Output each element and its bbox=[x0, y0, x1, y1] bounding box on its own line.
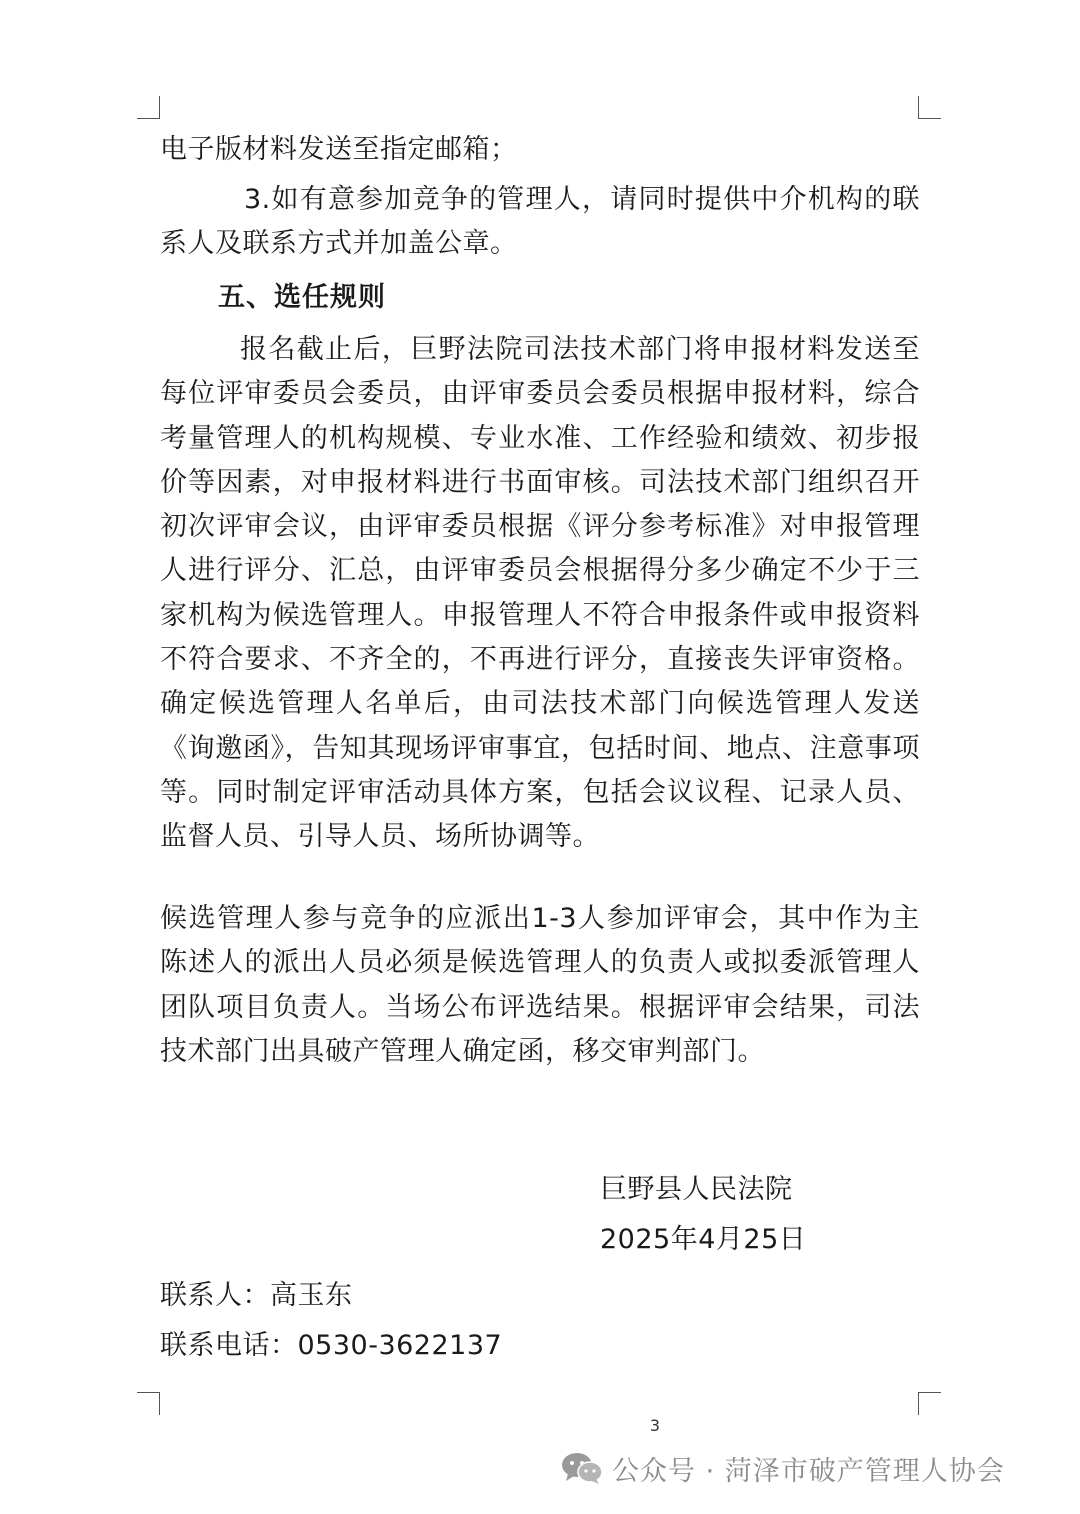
paragraph-candidate-participation: 候选管理人参与竞争的应派出1-3人参加评审会，其中作为主陈述人的派出人员必须是候选管理人的负责人或拟委派管理人团队项目负责人。当场公布评选结果。根据评审会结果，司法技术部门出具破产管理人确定函，移交审判部门。 bbox=[160, 903, 920, 1067]
signature-court: 巨野县人民法院 bbox=[600, 1174, 793, 1205]
crop-mark-bottom-left bbox=[137, 1392, 160, 1415]
crop-mark-top-right bbox=[918, 96, 941, 119]
watermark bbox=[560, 1448, 1005, 1488]
paragraph-item-3: 3.如有意参加竞争的管理人，请同时提供中介机构的联系人及联系方式并加盖公章。 bbox=[160, 184, 920, 260]
crop-mark-top-left bbox=[137, 96, 160, 119]
section-heading: 五、选任规则 bbox=[218, 282, 386, 313]
wechat-icon bbox=[560, 1451, 604, 1485]
page-number: 3 bbox=[649, 1416, 661, 1435]
watermark-text: 公众号 · 菏泽市破产管理人协会 bbox=[612, 1455, 1005, 1487]
paragraph-selection-rules: 报名截止后，巨野法院司法技术部门将申报材料发送至每位评审委员会委员，由评审委员会委员根据申报材料，综合考量管理人的机构规模、专业水准、工作经验和绩效、初步报价等因素，对申报材料进行书面审核。司法技术部门组织召开初次评审会议，由评审委员根据《评分参考标准》对申报管理人进行评分、汇总，由评审委员会根据得分多少确定不少于三家机构为候选管理人。申报管理人不符合申报条件或申报资料不符合要求、不齐全的，不再进行评分，直接丧失评审资格。确定候选管理人名单后，由司法技术部门向候选管理人发送《询邀函》，告知其现场评审事宜，包括时间、地点、注意事项等。同时制定评审活动具体方案，包括会议议程、记录人员、监督人员、引导人员、场所协调等。 bbox=[160, 334, 920, 853]
crop-mark-bottom-right bbox=[918, 1392, 941, 1415]
contact-phone: 联系电话：0530-3622137 bbox=[160, 1330, 503, 1361]
signature-date: 2025年4月25日 bbox=[600, 1224, 807, 1255]
contact-person: 联系人：高玉东 bbox=[160, 1280, 353, 1311]
paragraph-email-line: 电子版材料发送至指定邮箱； bbox=[160, 134, 518, 165]
